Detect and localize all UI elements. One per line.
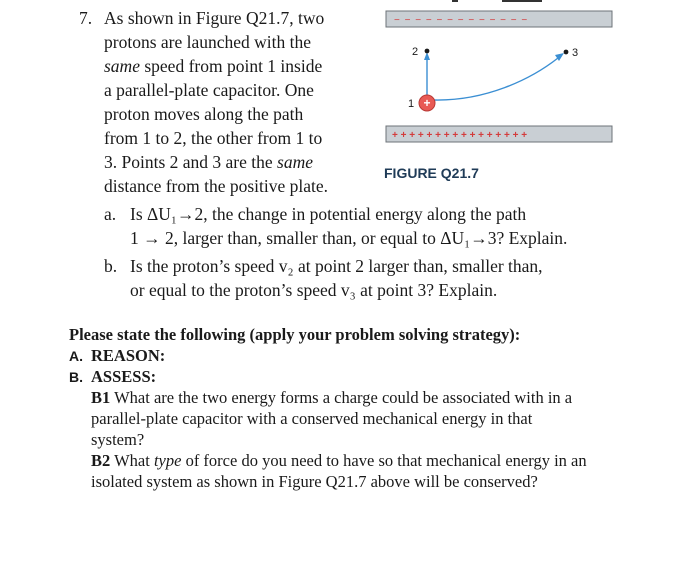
- intro-line-1: As shown in Figure Q21.7, two: [104, 8, 325, 28]
- figure-q21-7: [380, 8, 615, 153]
- point-1-label: 1: [408, 98, 415, 110]
- problem-intro: [104, 6, 366, 198]
- problem-number: 7.: [79, 8, 93, 28]
- strategy-item-a-text: REASON:: [91, 346, 166, 365]
- intro-line-3: [104, 54, 366, 78]
- question-b2-line-1-pre: What: [114, 451, 154, 470]
- negative-plate-signs: − − − − − − − − − − − − −: [394, 15, 529, 26]
- part-b-letter: b.: [104, 256, 118, 276]
- part-a-letter: a.: [104, 204, 117, 224]
- strategy-item-a-letter: A.: [69, 348, 83, 364]
- part-b-line-1: Is the proton’s speed v₂ at point 2 larger than, smaller than,: [130, 256, 543, 276]
- point-3-label: 3: [572, 47, 579, 59]
- question-b1: [91, 387, 671, 450]
- intro-line-2: protons are launched with the: [104, 32, 312, 52]
- point-2-dot: [425, 49, 430, 54]
- strategy-item-b-letter: B.: [69, 369, 83, 385]
- positive-plate-signs: + + + + + + + + + + + + + + + +: [392, 130, 528, 141]
- path-1-to-3: [434, 58, 558, 100]
- question-b2-line-2: isolated system as shown in Figure Q21.7 above will be conserved?: [91, 472, 538, 491]
- intro-same-2: same: [277, 152, 313, 172]
- point-3-dot: [564, 50, 569, 55]
- question-b2-label: B2: [91, 451, 111, 470]
- intro-same-1: same: [104, 56, 140, 76]
- intro-line-3-rest: speed from point 1 inside: [139, 56, 323, 76]
- figure-caption: FIGURE Q21.7: [384, 165, 479, 181]
- question-b1-line-1: What are the two energy forms a charge could be associated with in a: [114, 388, 573, 407]
- question-b2-line-1-post: of force do you need to have so that mechanical energy in an: [181, 451, 587, 470]
- question-b1-label: B1: [91, 388, 111, 407]
- part-a-line-2: 1 → 2, larger than, smaller than, or equal to ΔU₁→3? Explain.: [130, 228, 568, 248]
- strategy-item-a: [69, 345, 165, 367]
- proton-plus-sign: +: [423, 96, 431, 110]
- intro-line-8: distance from the positive plate.: [104, 176, 329, 196]
- intro-line-6: from 1 to 2, the other from 1 to: [104, 128, 323, 148]
- strategy-item-b-text: ASSESS:: [91, 367, 157, 386]
- intro-line-4: a parallel-plate capacitor. One: [104, 80, 314, 100]
- question-b1-line-3: system?: [91, 430, 145, 449]
- question-b2-type-word: type: [153, 451, 182, 470]
- cropped-top-fragment: [452, 0, 542, 3]
- intro-line-5: proton moves along the path: [104, 104, 304, 124]
- strategy-heading: Please state the following (apply your problem solving strategy):: [69, 325, 521, 344]
- question-b2: [91, 450, 671, 492]
- part-b-line-2: or equal to the proton’s speed v₃ at point 3? Explain.: [130, 280, 498, 300]
- intro-line-7: [104, 150, 366, 174]
- point-2-label: 2: [412, 46, 419, 58]
- intro-line-7-pre: 3. Points 2 and 3 are the: [104, 152, 278, 172]
- strategy-item-b: [69, 366, 156, 388]
- part-a: [104, 202, 616, 250]
- part-a-line-1: Is ΔU₁→2, the change in potential energy along the path: [130, 204, 527, 224]
- question-b1-line-2: parallel-plate capacitor with a conserved mechanical energy in that: [91, 409, 533, 428]
- part-b: [104, 254, 616, 302]
